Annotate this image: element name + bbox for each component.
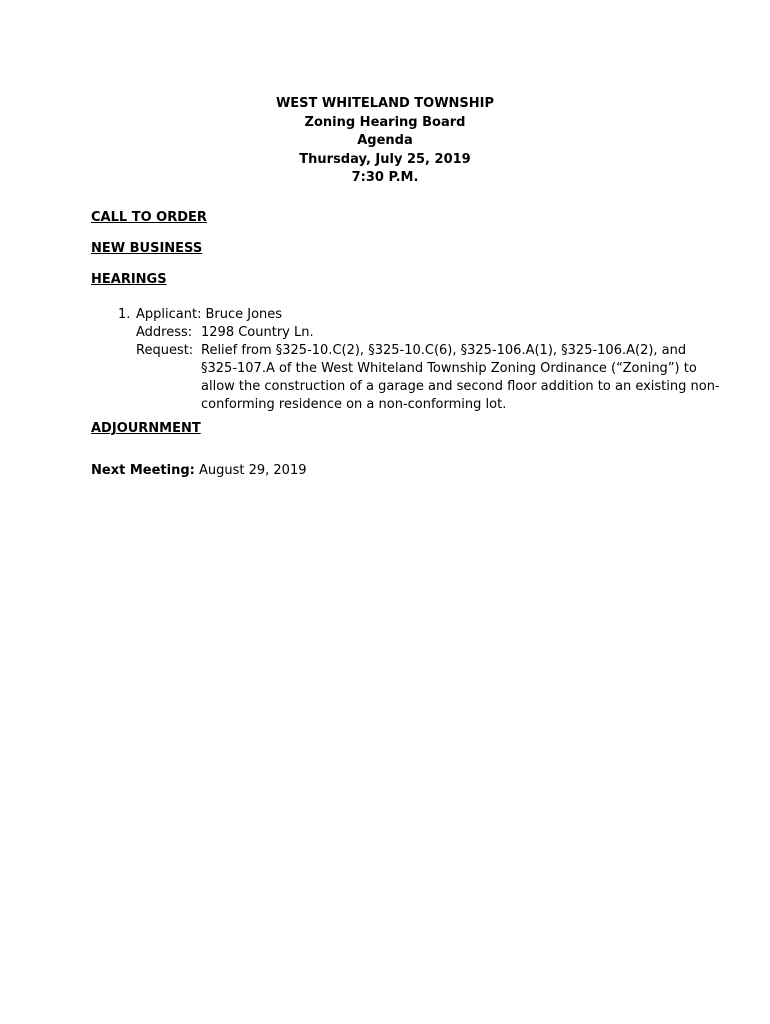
document-title: Agenda — [357, 133, 413, 148]
applicant-row — [118, 306, 688, 324]
applicant-value: Bruce Jones — [205, 307, 283, 322]
adjournment-heading: ADJOURNMENT — [91, 421, 201, 436]
request-text — [201, 342, 720, 414]
request-line: Relief from §325-10.C(2), §325-10.C(6), §325-106.A(1), §325-106.A(2), and — [201, 343, 687, 358]
request-line: §325-107.A of the West Whiteland Township Zoning Ordinance (“Zoning”) to — [201, 361, 697, 376]
meeting-date: Thursday, July 25, 2019 — [299, 151, 471, 167]
new-business-heading: NEW BUSINESS — [91, 241, 203, 256]
township-name: WEST WHITELAND TOWNSHIP — [275, 96, 495, 111]
next-meeting-label: Next Meeting: — [91, 463, 195, 478]
board-name: Zoning Hearing Board — [304, 114, 466, 130]
request-line: conforming residence on a non-conforming lot. — [201, 397, 507, 412]
item-number: 1. — [118, 307, 131, 322]
address-label: Address: — [136, 325, 193, 340]
applicant-label: Applicant: — [136, 307, 202, 322]
next-meeting — [91, 463, 307, 478]
address-value: 1298 Country Ln. — [201, 325, 314, 340]
address-row — [118, 324, 688, 342]
document-header — [0, 95, 770, 188]
meeting-time: 7:30 P.M. — [351, 170, 419, 185]
hearing-item — [118, 306, 720, 414]
request-line: allow the construction of a garage and second floor addition to an existing non- — [201, 379, 720, 394]
hearings-heading: HEARINGS — [91, 272, 167, 287]
request-row — [118, 342, 720, 414]
call-to-order-heading: CALL TO ORDER — [91, 210, 207, 225]
next-meeting-date: August 29, 2019 — [198, 463, 307, 478]
request-label: Request: — [136, 343, 194, 358]
